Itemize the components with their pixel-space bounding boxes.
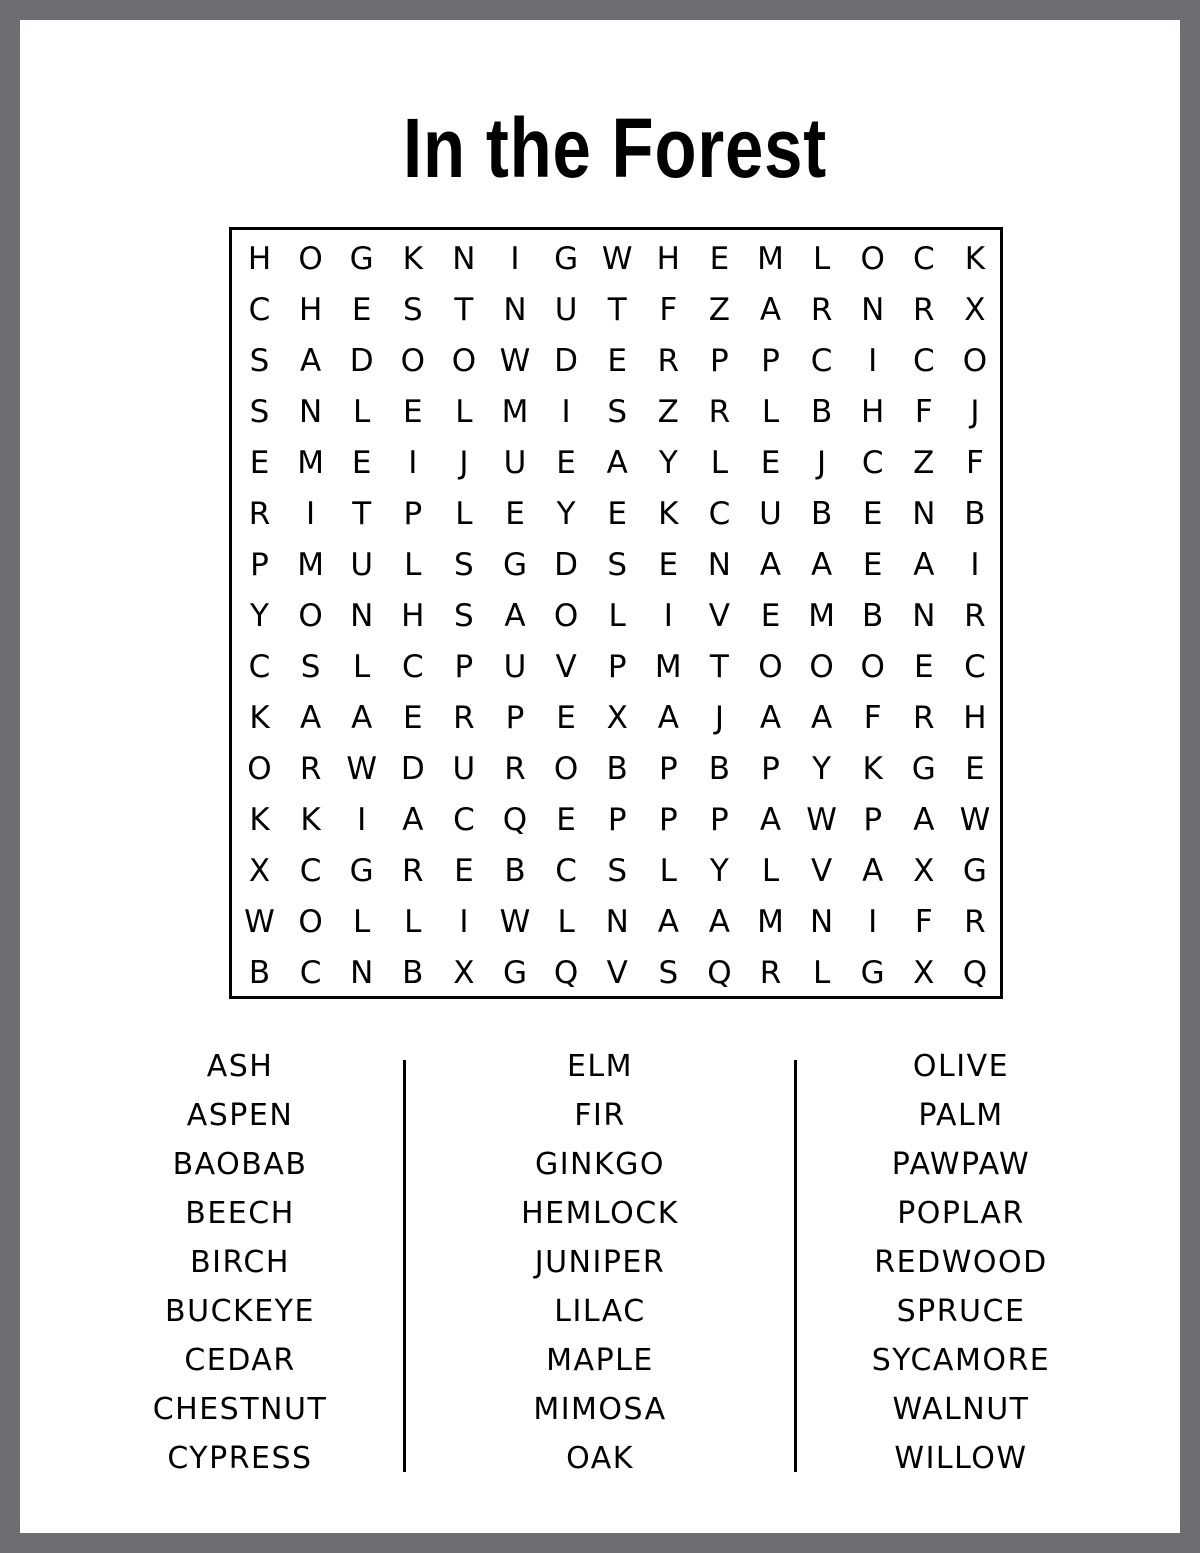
grid-letter: C xyxy=(401,649,424,685)
grid-letter: E xyxy=(249,445,270,481)
word-list-item: FIR xyxy=(574,1098,626,1133)
grid-letter: C xyxy=(555,853,577,889)
grid-letter: K xyxy=(402,241,423,277)
column-divider xyxy=(403,1060,406,1472)
grid-letter: V xyxy=(606,955,628,991)
grid-letter: A xyxy=(402,802,424,838)
grid-letter: L xyxy=(812,955,831,991)
grid-letter: A xyxy=(759,292,782,328)
grid-letter: L xyxy=(455,496,473,532)
grid-letter: P xyxy=(658,802,678,838)
word-list-column-3 xyxy=(811,1044,1111,1485)
grid-letter: A xyxy=(913,802,935,838)
grid-letter: A xyxy=(862,853,884,889)
grid-letter: H xyxy=(298,292,323,328)
grid-letter: A xyxy=(299,700,322,736)
grid-letter: S xyxy=(300,649,321,685)
word-list-column-2 xyxy=(450,1044,750,1485)
grid-letter: H xyxy=(656,241,680,277)
grid-letter: B xyxy=(810,496,833,532)
grid-row xyxy=(232,438,1000,489)
grid-letter: P xyxy=(761,343,780,379)
word-list-item: POPLAR xyxy=(897,1196,1025,1231)
grid-letter: C xyxy=(708,496,731,532)
grid-letter: R xyxy=(657,343,680,379)
grid-letter: U xyxy=(350,547,374,583)
grid-row xyxy=(232,948,1000,999)
grid-letter: X xyxy=(913,955,935,991)
grid-letter: U xyxy=(503,649,527,685)
word-list-item: CHESTNUT xyxy=(152,1392,328,1427)
grid-letter: L xyxy=(455,394,473,430)
grid-letter: P xyxy=(250,547,269,583)
word-list-item: MAPLE xyxy=(546,1343,654,1378)
grid-letter: G xyxy=(502,547,528,583)
grid-letter: P xyxy=(403,496,423,532)
grid-letter: S xyxy=(454,598,474,634)
grid-letter: X xyxy=(913,853,935,889)
grid-letter: P xyxy=(454,649,474,685)
grid-row xyxy=(232,285,1000,336)
grid-letter: L xyxy=(557,904,575,940)
worksheet-page xyxy=(20,20,1180,1533)
grid-letter: C xyxy=(299,853,322,889)
grid-letter: U xyxy=(452,751,476,787)
grid-letter: R xyxy=(504,751,526,787)
grid-letter: S xyxy=(249,343,270,379)
grid-letter: T xyxy=(607,292,627,328)
word-list-item: ELM xyxy=(566,1049,634,1084)
grid-letter: C xyxy=(248,649,271,685)
grid-letter: T xyxy=(454,292,474,328)
grid-letter: O xyxy=(553,751,579,787)
grid-letter: R xyxy=(964,598,986,634)
grid-letter: R xyxy=(759,955,782,991)
grid-letter: Q xyxy=(962,955,988,991)
grid-letter: T xyxy=(709,649,729,685)
grid-letter: N xyxy=(350,955,374,991)
grid-letter: O xyxy=(298,598,323,634)
grid-letter: D xyxy=(400,751,425,787)
grid-letter: A xyxy=(810,700,833,736)
grid-letter: J xyxy=(817,445,827,481)
grid-letter: P xyxy=(607,802,627,838)
word-list-item: PALM xyxy=(918,1098,1004,1133)
grid-letter: Q xyxy=(502,802,528,838)
grid-row xyxy=(232,795,1000,846)
grid-letter: L xyxy=(353,649,371,685)
grid-letter: S xyxy=(249,394,270,430)
grid-letter: S xyxy=(607,853,628,889)
grid-letter: J xyxy=(459,445,469,481)
grid-letter: A xyxy=(299,343,322,379)
grid-letter: R xyxy=(810,292,833,328)
grid-letter: S xyxy=(454,547,474,583)
grid-letter: E xyxy=(403,394,423,430)
grid-letter: M xyxy=(654,649,682,685)
grid-row xyxy=(232,744,1000,795)
grid-letter: M xyxy=(501,394,529,430)
grid-letter: F xyxy=(914,904,933,940)
grid-letter: Z xyxy=(657,394,679,430)
grid-letter: B xyxy=(402,955,424,991)
word-list-item: OLIVE xyxy=(912,1049,1010,1084)
grid-letter: E xyxy=(862,496,883,532)
grid-letter: U xyxy=(554,292,578,328)
word-list-item: HEMLOCK xyxy=(521,1196,679,1231)
grid-letter: G xyxy=(962,853,987,889)
grid-letter: E xyxy=(862,547,883,583)
grid-letter: W xyxy=(806,802,837,838)
grid-letter: N xyxy=(298,394,323,430)
grid-letter: K xyxy=(249,700,270,736)
grid-letter: E xyxy=(556,700,576,736)
grid-letter: W xyxy=(346,751,378,787)
grid-letter: B xyxy=(862,598,884,634)
word-list-column-1 xyxy=(90,1044,390,1485)
grid-letter: O xyxy=(553,598,579,634)
grid-letter: W xyxy=(959,802,991,838)
grid-letter: P xyxy=(607,649,627,685)
grid-letter: N xyxy=(350,598,374,634)
grid-letter: P xyxy=(658,751,678,787)
grid-letter: C xyxy=(810,343,833,379)
grid-row xyxy=(232,693,1000,744)
grid-letter: M xyxy=(297,445,324,481)
grid-letter: H xyxy=(401,598,425,634)
grid-letter: E xyxy=(403,700,423,736)
grid-letter: R xyxy=(248,496,271,532)
grid-letter: E xyxy=(556,445,576,481)
grid-letter: H xyxy=(247,241,272,277)
grid-letter: L xyxy=(353,904,371,940)
grid-letter: L xyxy=(812,241,831,277)
grid-letter: W xyxy=(244,904,275,940)
grid-letter: D xyxy=(554,547,579,583)
word-list-item: PAWPAW xyxy=(891,1147,1031,1182)
grid-letter: R xyxy=(402,853,424,889)
grid-letter: L xyxy=(404,904,422,940)
word-list-item: MIMOSA xyxy=(533,1392,667,1427)
grid-letter: G xyxy=(911,751,936,787)
grid-letter: Y xyxy=(556,496,576,532)
grid-letter: S xyxy=(607,394,628,430)
grid-letter: E xyxy=(351,292,372,328)
grid-letter: V xyxy=(810,853,833,889)
word-list-item: BAOBAB xyxy=(172,1147,308,1182)
grid-letter: V xyxy=(555,649,577,685)
grid-letter: E xyxy=(760,445,781,481)
grid-letter: I xyxy=(357,802,367,838)
grid-letter: O xyxy=(860,649,885,685)
grid-row xyxy=(232,234,1000,285)
grid-letter: A xyxy=(810,547,833,583)
grid-letter: A xyxy=(504,598,526,634)
grid-letter: O xyxy=(758,649,783,685)
grid-letter: A xyxy=(708,904,730,940)
grid-letter: A xyxy=(657,700,679,736)
grid-row xyxy=(232,336,1000,387)
grid-letter: L xyxy=(761,853,780,889)
grid-letter: E xyxy=(607,343,627,379)
grid-letter: N xyxy=(452,241,476,277)
grid-letter: I xyxy=(408,445,418,481)
grid-row xyxy=(232,846,1000,897)
grid-letter: X xyxy=(606,700,628,736)
grid-letter: R xyxy=(913,700,935,736)
grid-letter: A xyxy=(759,802,782,838)
grid-letter: F xyxy=(965,445,984,481)
grid-letter: N xyxy=(861,292,885,328)
grid-letter: E xyxy=(505,496,525,532)
grid-letter: I xyxy=(459,904,469,940)
grid-letter: L xyxy=(404,547,422,583)
grid-letter: I xyxy=(663,598,673,634)
grid-letter: X xyxy=(964,292,986,328)
word-list-item: SYCAMORE xyxy=(871,1343,1051,1378)
word-list-item: JUNIPER xyxy=(534,1245,666,1280)
grid-letter: E xyxy=(351,445,372,481)
grid-letter: E xyxy=(709,241,730,277)
grid-letter: Y xyxy=(812,751,832,787)
grid-letter: N xyxy=(912,598,936,634)
grid-letter: W xyxy=(601,241,633,277)
grid-letter: H xyxy=(861,394,885,430)
grid-row xyxy=(232,591,1000,642)
grid-letter: F xyxy=(914,394,933,430)
grid-letter: N xyxy=(605,904,629,940)
grid-letter: C xyxy=(912,241,935,277)
grid-letter: A xyxy=(759,547,782,583)
grid-letter: S xyxy=(402,292,423,328)
grid-letter: C xyxy=(964,649,986,685)
grid-letter: E xyxy=(658,547,679,583)
grid-letter: G xyxy=(554,241,579,277)
word-list-item: LILAC xyxy=(554,1294,646,1329)
grid-letter: G xyxy=(349,853,374,889)
grid-letter: C xyxy=(299,955,322,991)
grid-letter: R xyxy=(299,751,322,787)
grid-letter: V xyxy=(708,598,730,634)
grid-letter: S xyxy=(658,955,679,991)
grid-letter: W xyxy=(499,343,531,379)
grid-letter: I xyxy=(561,394,571,430)
word-list-item: BUCKEYE xyxy=(165,1294,315,1329)
grid-letter: M xyxy=(297,547,324,583)
grid-letter: E xyxy=(556,802,576,838)
grid-letter: R xyxy=(453,700,475,736)
grid-letter: X xyxy=(453,955,475,991)
grid-letter: A xyxy=(606,445,628,481)
grid-letter: O xyxy=(962,343,988,379)
grid-letter: A xyxy=(351,700,373,736)
grid-letter: P xyxy=(710,802,729,838)
grid-letter: H xyxy=(963,700,987,736)
grid-letter: B xyxy=(964,496,986,532)
grid-letter: D xyxy=(554,343,579,379)
grid-letter: K xyxy=(249,802,270,838)
grid-row xyxy=(232,642,1000,693)
word-list-item: BEECH xyxy=(185,1196,295,1231)
grid-letter: Q xyxy=(553,955,579,991)
grid-letter: G xyxy=(860,955,885,991)
word-list-item: OAK xyxy=(566,1441,634,1476)
grid-letter: E xyxy=(914,649,934,685)
grid-letter: F xyxy=(863,700,882,736)
grid-letter: Y xyxy=(250,598,269,634)
grid-letter: W xyxy=(499,904,531,940)
grid-letter: R xyxy=(964,904,986,940)
word-list-item: CEDAR xyxy=(184,1343,296,1378)
grid-letter: M xyxy=(808,598,835,634)
grid-letter: U xyxy=(759,496,782,532)
grid-letter: P xyxy=(863,802,883,838)
grid-letter: J xyxy=(970,394,980,430)
grid-letter: M xyxy=(757,241,784,277)
word-list-item: ASPEN xyxy=(186,1098,294,1133)
grid-letter: Z xyxy=(708,292,731,328)
grid-letter: D xyxy=(349,343,374,379)
grid-letter: C xyxy=(861,445,884,481)
word-list-item: SPRUCE xyxy=(896,1294,1026,1329)
grid-letter: O xyxy=(247,751,272,787)
page-title: In the Forest xyxy=(403,101,827,195)
grid-letter: J xyxy=(714,700,724,736)
grid-letter: I xyxy=(868,904,878,940)
grid-row xyxy=(232,897,1000,948)
grid-letter: A xyxy=(759,700,782,736)
word-list-item: GINKGO xyxy=(534,1147,666,1182)
grid-row xyxy=(232,489,1000,540)
grid-letter: Q xyxy=(707,955,732,991)
grid-letter: O xyxy=(809,649,834,685)
grid-row xyxy=(232,387,1000,438)
grid-letter: O xyxy=(451,343,477,379)
grid-letter: K xyxy=(658,496,679,532)
grid-letter: I xyxy=(868,343,878,379)
grid-letter: E xyxy=(454,853,474,889)
grid-letter: K xyxy=(862,751,883,787)
grid-letter: O xyxy=(298,904,323,940)
grid-letter: F xyxy=(659,292,678,328)
grid-letter: M xyxy=(757,904,784,940)
word-search-grid xyxy=(229,227,1003,999)
grid-letter: Z xyxy=(913,445,935,481)
grid-letter: L xyxy=(761,394,780,430)
grid-letter: P xyxy=(761,751,780,787)
grid-letter: B xyxy=(504,853,526,889)
grid-letter: C xyxy=(912,343,935,379)
word-list-item: ASH xyxy=(206,1049,274,1084)
grid-letter: I xyxy=(306,496,316,532)
word-list-item: WALNUT xyxy=(892,1392,1030,1427)
grid-letter: N xyxy=(707,547,731,583)
column-divider xyxy=(794,1060,797,1472)
grid-letter: S xyxy=(607,547,628,583)
grid-letter: A xyxy=(657,904,679,940)
grid-letter: I xyxy=(510,241,520,277)
grid-letter: L xyxy=(608,598,626,634)
grid-letter: K xyxy=(964,241,986,277)
grid-letter: B xyxy=(606,751,628,787)
word-list-item: CYPRESS xyxy=(167,1441,313,1476)
grid-letter: E xyxy=(965,751,985,787)
word-list-item: WILLOW xyxy=(894,1441,1028,1476)
grid-letter: P xyxy=(505,700,525,736)
grid-letter: T xyxy=(352,496,372,532)
grid-letter: K xyxy=(300,802,321,838)
grid-letter: E xyxy=(607,496,627,532)
grid-letter: O xyxy=(298,241,323,277)
grid-letter: L xyxy=(710,445,729,481)
grid-row xyxy=(232,540,1000,591)
grid-letter: G xyxy=(349,241,374,277)
grid-letter: N xyxy=(809,904,834,940)
grid-letter: B xyxy=(708,751,731,787)
grid-letter: B xyxy=(248,955,271,991)
grid-letter: L xyxy=(659,853,677,889)
grid-letter: C xyxy=(453,802,475,838)
word-list-item: BIRCH xyxy=(190,1245,290,1280)
word-list-item: REDWOOD xyxy=(874,1245,1048,1280)
grid-letter: C xyxy=(248,292,271,328)
grid-letter: E xyxy=(760,598,781,634)
grid-letter: I xyxy=(970,547,980,583)
grid-letter: N xyxy=(912,496,936,532)
grid-letter: G xyxy=(502,955,528,991)
grid-letter: B xyxy=(810,394,833,430)
grid-letter: O xyxy=(860,241,885,277)
grid-letter: Y xyxy=(709,853,729,889)
grid-letter: A xyxy=(913,547,935,583)
grid-letter: L xyxy=(353,394,371,430)
grid-letter: Y xyxy=(658,445,678,481)
grid-letter: O xyxy=(400,343,425,379)
grid-letter: R xyxy=(708,394,731,430)
grid-letter: N xyxy=(503,292,527,328)
grid-letter: U xyxy=(503,445,527,481)
grid-letter: X xyxy=(248,853,271,889)
grid-letter: P xyxy=(710,343,729,379)
grid-letter: R xyxy=(913,292,935,328)
